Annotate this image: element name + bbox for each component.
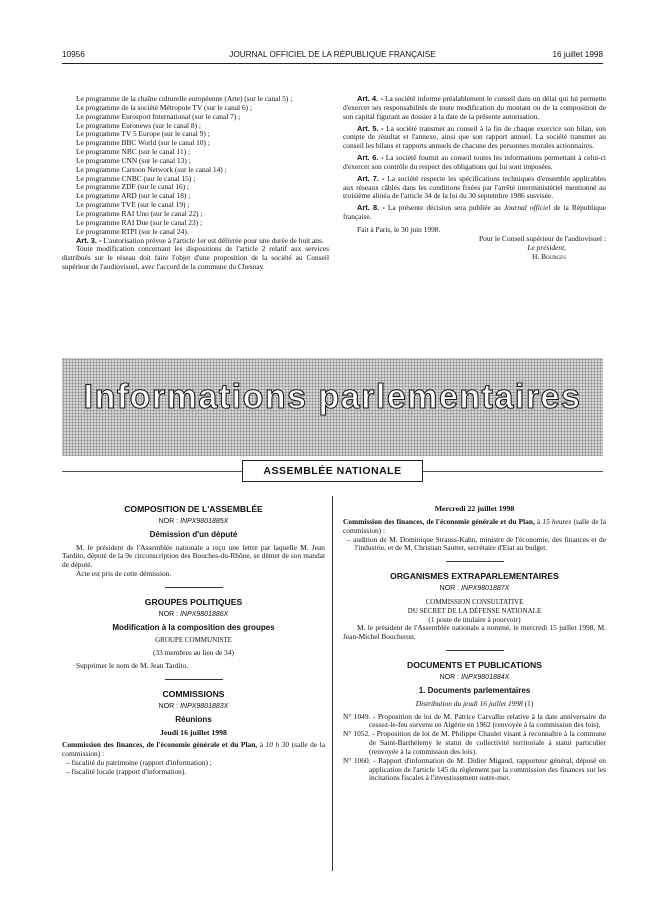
programme-item: Le programme Euronews (sur le canal 8) ;: [76, 120, 201, 130]
programme-item: Le programme NBC (sur le canal 11) ;: [76, 147, 191, 157]
programme-item: Le programme RTPI (sur le canal 24).: [76, 226, 189, 236]
organisme-name-1: COMMISSION CONSULTATIVE: [425, 597, 524, 606]
programme-item: Le programme Cartoon Network (sur le canal 14) ;: [76, 164, 227, 174]
programme-item: Le programme BBC World (sur le canal 10) ;: [76, 138, 210, 148]
article-text: La société fournit au conseil toutes les informations permettant à celui-ci d'exercer son contrôle du respect des obligations qui lui sont imposées.: [343, 153, 606, 171]
mercredi-item: – audition de M. Dominique Strauss-Kahn, ministre de l'économie, des finances et de l'industrie, et de M. Christian Sautter, secrétaire d'Etat au budget.: [347, 534, 606, 553]
commission-item: – fiscalité locale (rapport d'information).: [66, 766, 187, 776]
article-text: La société informe préalablement le conseil dans un délai qui lui permette d'exercer ses responsabilités de toute modification du montant ou de la composition de son capital figurant au dossier à la date de la présente autorisation.: [343, 94, 606, 121]
groupes-subtitle: Modification à la composition des groupes: [112, 622, 275, 632]
bottom-left-column: [62, 505, 325, 777]
reunions-title: Réunions: [175, 714, 212, 724]
programme-item: Le programme RAI Uno (sur le canal 22) ;: [76, 208, 203, 218]
programme-item: Le programme de la société Métropole TV (sur le canal 6) ;: [76, 102, 253, 112]
column-divider: [332, 496, 333, 871]
distribution-line: Distribution du jeudi 16 juillet 1998 (1): [415, 698, 534, 708]
demission-text: M. le président de l'Assemblée nationale a reçu une lettre par laquelle M. Jean Tardito, député de la 9e circonscription des Bouches-du-Rhône, se démet de son mandat de député.: [62, 542, 325, 570]
banner-title: Informations parlementaires: [83, 378, 582, 416]
groupe-name: GROUPE COMMUNISTE: [155, 636, 232, 645]
article-8: Art. 8. - La présente décision sera publiée au Journal officiel de la République française.: [343, 203, 606, 222]
divider: [446, 561, 504, 562]
assemblee-nationale-box: ASSEMBLÉE NATIONALE: [242, 460, 423, 482]
organisme-name-2: DU SECRET DE LA DÉFENSE NATIONALE: [407, 606, 542, 615]
demission-acte: Acte est pris de cette démission.: [76, 569, 172, 579]
document-item: N° 1049. - Proposition de loi de M. Patrice Carvalho relative à la date anniversaire du cessez-le-feu survenu en Algérie en 1962 (renvoyée à la commission des lois).: [343, 711, 606, 730]
demission-title: Démission d'un député: [149, 529, 238, 539]
document-item: N° 1060. - Rapport d'information de M. Didier Migaud, rapporteur général, déposé en application de l'article 145 du règlement par la commission des finances sur les incitations fiscales à l'investissement outre-mer.: [343, 755, 606, 783]
divider: [165, 679, 223, 680]
mercredi-commission: Commission des finances, de l'économie générale et du Plan, à 15 heures (salle de la commission) :: [343, 516, 606, 535]
article-paragraph: [343, 175, 606, 202]
programme-item: Le programme ZDF (sur le canal 16) ;: [76, 182, 190, 192]
organismes-title: ORGANISMES EXTRAPARLEMENTAIRES: [390, 571, 559, 582]
article-paragraph: [343, 154, 606, 172]
organisme-text: M. le président de l'Assemblée nationale a nommé, le mercredi 15 juillet 1998, M. Jean-Michel Boucheron.: [343, 623, 606, 642]
organismes-nor: NOR : INPX9801887X: [439, 585, 510, 593]
article-3: Art. 3. - L'autorisation prévue à l'article 1er est délivrée pour une durée de huit ans.: [76, 235, 324, 245]
commission-line: Commission des finances, de l'économie générale et du Plan, à 10 h 30 (salle de la commission) :: [62, 740, 326, 759]
documents-title: DOCUMENTS ET PUBLICATIONS: [407, 660, 542, 671]
article-label: Art. 7. -: [357, 173, 385, 183]
programme-item: Le programme ARD (sur le canal 18) ;: [76, 191, 191, 201]
article-label: Art. 5. -: [357, 123, 384, 133]
signature-name: H. Bourges: [532, 251, 566, 261]
divider: [446, 650, 504, 651]
composition-nor: NOR : INPX9801885X: [158, 517, 229, 525]
programme-list: [62, 95, 329, 237]
groupe-membres: (33 membres au lieu de 34): [152, 648, 235, 658]
programme-item: Le programme Eurosport International (sur le canal 7) ;: [76, 111, 241, 121]
composition-title: COMPOSITION DE L'ASSEMBLÉE: [124, 504, 263, 514]
groupes-nor: NOR : INPX9801886X: [158, 610, 229, 618]
organisme-poste: (1 poste de titulaire à pourvoir): [428, 614, 521, 624]
programme-item: Le programme TV 5 Europe (sur le canal 9) ;: [76, 129, 210, 139]
documents-subtitle: 1. Documents parlementaires: [418, 685, 531, 695]
section-banner: [62, 358, 603, 456]
bottom-right-column: [343, 505, 606, 783]
issue-date: 16 juillet 1998: [552, 50, 603, 59]
commissions-title: COMMISSIONS: [162, 688, 225, 699]
reunion-date: Jeudi 16 juillet 1998: [160, 727, 227, 737]
article-label: Art. 4. -: [357, 94, 383, 103]
mercredi-date: Mercredi 22 juillet 1998: [434, 504, 515, 513]
signature-intro: Pour le Conseil supérieur de l'audiovisuel :: [479, 233, 606, 243]
signature-role: Le président,: [527, 242, 566, 252]
modification-paragraph: Toute modification concernant les dispositions de l'article 2 relatif aux services distribués sur le réseau doit faire l'objet d'une proposition de la société au Conseil supérieur de l'audiovisuel, avec l'accord de la commune du Chesnay.: [62, 244, 329, 272]
page-number: 10956: [62, 50, 85, 59]
article-text: La société respecte les spécifications techniques d'ensemble applicables aux réseaux câblés dans les conditions fixées par l'arrêté interministériel mentionné au troisième alinéa de l'article 34 de la loi du 30 septembre 1986 susvisée.: [343, 173, 606, 201]
documents-nor: NOR : INPX9801884X: [439, 673, 510, 681]
article-paragraph: [343, 125, 606, 152]
articles-list: [343, 95, 606, 204]
documents-items: [343, 713, 606, 784]
programme-item: Le programme RAI Due (sur le canal 23) ;: [76, 217, 203, 227]
page-header: [62, 50, 603, 64]
article-paragraph: [343, 95, 606, 122]
commission-items: [62, 759, 325, 777]
article-label: Art. 6. -: [357, 153, 384, 163]
top-left-column: [62, 95, 329, 272]
programme-item: Le programme de la chaîne culturelle européenne (Arte) (sur le canal 5) ;: [76, 94, 293, 103]
programme-item: Le programme CNBC (sur le canal 15) ;: [76, 173, 196, 183]
top-right-column: [343, 95, 606, 261]
place-date: Fait à Paris, le 30 juin 1998.: [357, 224, 441, 234]
journal-title: JOURNAL OFFICIEL DE LA RÉPUBLIQUE FRANÇAISE: [229, 50, 436, 59]
programme-item: Le programme CNN (sur le canal 13) ;: [76, 155, 191, 165]
commissions-nor: NOR : INPX9801883X: [158, 702, 229, 710]
divider: [165, 587, 223, 588]
document-item: N° 1052. - Proposition de loi de M. Philippe Chaulet visant à reconnaître à la commune de Saint-Barthélemy le statut de collectivité territoriale à statut particulier (renvoyée à la commission des lois).: [343, 729, 606, 756]
commission-item: – fiscalité du patrimoine (rapport d'information) ;: [66, 758, 212, 768]
groupes-title: GROUPES POLITIQUES: [144, 596, 243, 607]
article-text: La société transmet au conseil à la fin de chaque exercice son bilan, son compte de résultat et l'annexe, ainsi que son rapport annuel. La société transmet au conseil les bilans et rapports annuels de chacune des personnes morales actionnaires.: [343, 123, 606, 151]
programme-item: Le programme TVE (sur le canal 19) ;: [76, 200, 190, 210]
groupe-text: Supprimer le nom de M. Jean Tardito.: [76, 661, 189, 671]
